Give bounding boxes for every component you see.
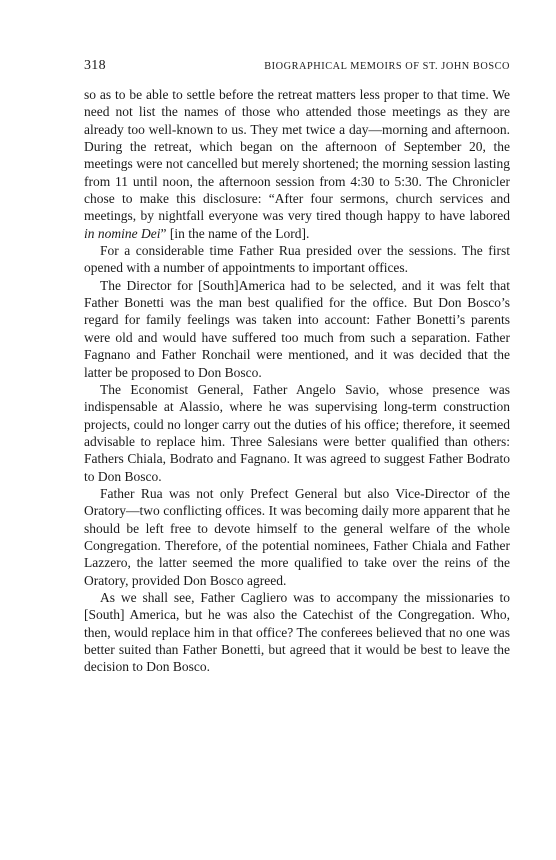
page-number: 318 <box>84 58 106 73</box>
paragraph-2: For a considerable time Father Rua presided over the sessions. The first opened with a number of appointments to important offices. <box>84 243 510 276</box>
paragraph-1-text: so as to be able to settle before the retreat matters less proper to that time. We need not list the names of those who attended those meetings as they are already too well-known to us. They met twice a day—morning and afternoon. During the retreat, which began on the afternoon of September 20, the meetings were not cancelled but merely shortened; the morning session lasting from 11 until noon, the afternoon session from 4:30 to 5:30. The Chronicler chose to make this disclosure: “After four sermons, church services and meetings, by nightfall everyone was very tired though happy to have labored <box>84 87 510 224</box>
body-text <box>84 86 510 676</box>
paragraph-3: The Director for [South]America had to be selected, and it was felt that Father Bonetti was the man best qualified for the office. But Don Bosco’s regard for family feelings was taken into account: Father Bonetti’s parents were old and would have suffered too much from such a separation. Father Fagnano and Father Ronchail were mentioned, and it was decided that the latter be proposed to Don Bosco. <box>84 277 510 380</box>
paragraph-1-latin-phrase: in nomine Dei <box>84 225 161 241</box>
paragraph-6: As we shall see, Father Cagliero was to accompany the missionaries to [South] America, but he was also the Catechist of the Congregation. Who, then, would replace him in that office? The conferees believed that no one was better suited than Father Bonetti, but agreed that it would be best to leave the decision to Don Bosco. <box>84 589 510 675</box>
paragraph-5: Father Rua was not only Prefect General but also Vice-Director of the Oratory—two conflicting offices. It was becoming daily more apparent that he should be left free to devote himself to the general welfare of the whole Congregation. Therefore, of the potential nominees, Father Chiala and Father Lazzero, the latter seemed the more qualified to take over the reins of the Oratory, provided Don Bosco agreed. <box>84 485 510 588</box>
running-head <box>84 58 510 80</box>
paragraph-1-text-end: ” [in the name of the Lord]. <box>160 225 310 241</box>
paragraph-4: The Economist General, Father Angelo Savio, whose presence was indispensable at Alassio, where he was supervising long-term construction projects, could no longer carry out the duties of his office; therefore, it seemed advisable to replace him. Three Salesians were better qualified than others: Fathers Chiala, Bodrato and Fagnano. It was agreed to suggest Father Bodrato to Don Bosco. <box>84 381 510 484</box>
running-title: BIOGRAPHICAL MEMOIRS OF ST. JOHN BOSCO <box>264 61 510 72</box>
paragraph-1 <box>84 86 510 242</box>
book-page <box>84 58 510 676</box>
